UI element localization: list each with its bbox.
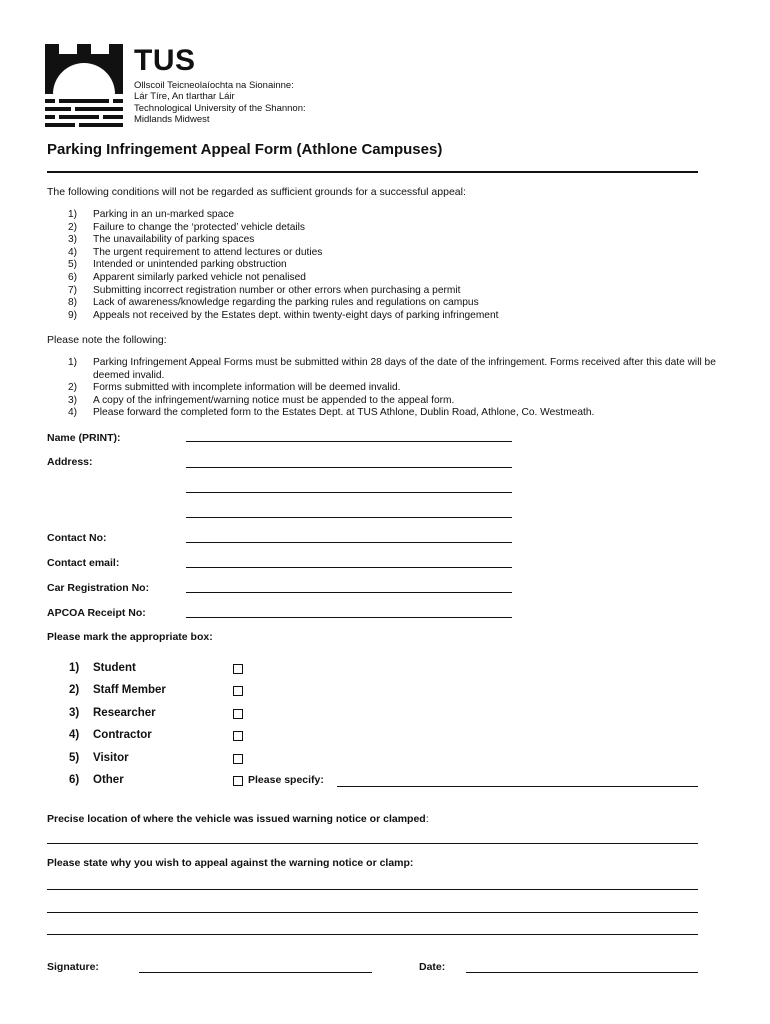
car-registration-field[interactable] xyxy=(186,592,512,593)
option-number: 3) xyxy=(69,707,80,719)
title-divider xyxy=(47,171,698,173)
list-item: 2) Failure to change the ‘protected’ vehicle details xyxy=(68,221,305,233)
list-item: 1) Parking Infringement Appeal Forms must be submitted within 28 days of the date of the infringement. Forms received after this date will be deemed invalid. xyxy=(68,357,716,381)
list-item: 4) Please forward the completed form to the Estates Dept. at TUS Athlone, Dublin Road, Athlone, Co. Westmeath. xyxy=(68,407,595,419)
notes-list xyxy=(68,357,733,420)
checkbox-staff-member[interactable] xyxy=(233,686,243,696)
checkbox-student[interactable] xyxy=(233,664,243,674)
address-label: Address: xyxy=(47,456,93,468)
signature-field[interactable] xyxy=(139,972,372,973)
contact-no-field[interactable] xyxy=(186,542,512,543)
location-field[interactable] xyxy=(47,843,698,844)
apcoa-receipt-field[interactable] xyxy=(186,617,512,618)
checkbox-contractor[interactable] xyxy=(233,731,243,741)
appeal-reason-field-line-2[interactable] xyxy=(47,912,698,913)
list-item: 9) Appeals not received by the Estates dept. within twenty-eight days of parking infringement xyxy=(68,309,499,321)
appeal-reason-field-line-3[interactable] xyxy=(47,934,698,935)
page-title: Parking Infringement Appeal Form (Athlone Campuses) xyxy=(47,141,443,158)
list-item: 1) Parking in an un-marked space xyxy=(68,209,235,220)
checkbox-visitor[interactable] xyxy=(233,754,243,764)
logo-wordmark: TUS xyxy=(134,44,196,77)
option-number: 6) xyxy=(69,774,80,786)
appeal-reason-question: Please state why you wish to appeal against the warning notice or clamp: xyxy=(47,857,414,869)
list-item: 4) The urgent requirement to attend lectures or duties xyxy=(68,246,323,258)
apcoa-receipt-label: APCOA Receipt No: xyxy=(47,607,146,619)
date-field[interactable] xyxy=(466,972,698,973)
contact-email-field[interactable] xyxy=(186,567,512,568)
contact-email-label: Contact email: xyxy=(47,557,120,569)
logo-line-2: Lár Tíre, An tIarthar Láir xyxy=(134,91,235,102)
tus-logo xyxy=(45,44,123,129)
conditions-list xyxy=(68,209,733,322)
option-label-visitor: Visitor xyxy=(93,752,129,764)
list-item: 2) Forms submitted with incomplete information will be deemed invalid. xyxy=(68,382,401,394)
option-label-student: Student xyxy=(93,662,136,674)
option-number: 2) xyxy=(69,684,80,696)
list-item: 7) Submitting incorrect registration number or other errors when purchasing a permit xyxy=(68,284,461,296)
option-label-contractor: Contractor xyxy=(93,729,152,741)
address-field-line-1[interactable] xyxy=(186,467,512,468)
date-label: Date: xyxy=(419,961,446,973)
address-field-line-3[interactable] xyxy=(186,517,512,518)
mark-box-heading: Please mark the appropriate box: xyxy=(47,631,213,643)
option-label-other: Other xyxy=(93,774,124,786)
list-item: 3) The unavailability of parking spaces xyxy=(68,234,255,246)
address-field-line-2[interactable] xyxy=(186,492,512,493)
logo-line-3: Technological University of the Shannon: xyxy=(134,103,306,114)
intro-text: The following conditions will not be regarded as sufficient grounds for a successful appeal: xyxy=(47,186,466,198)
contact-no-label: Contact No: xyxy=(47,532,107,544)
list-item: 6) Apparent similarly parked vehicle not penalised xyxy=(68,271,306,283)
list-item: 5) Intended or unintended parking obstruction xyxy=(68,259,287,271)
option-label-researcher: Researcher xyxy=(93,707,156,719)
checkbox-other[interactable] xyxy=(233,776,243,786)
list-item: 3) A copy of the infringement/warning notice must be appended to the appeal form. xyxy=(68,394,455,406)
note-heading: Please note the following: xyxy=(47,334,167,346)
logo-line-1: Ollscoil Teicneolaíochta na Sionainne: xyxy=(134,80,294,91)
please-specify-label: Please specify: xyxy=(248,774,324,786)
option-number: 1) xyxy=(69,662,80,674)
name-field[interactable] xyxy=(186,441,512,442)
car-registration-label: Car Registration No: xyxy=(47,582,150,594)
option-number: 4) xyxy=(69,729,80,741)
signature-label: Signature: xyxy=(47,961,99,973)
option-number: 5) xyxy=(69,752,80,764)
tus-castle-logo-icon xyxy=(45,44,123,129)
option-label-staff-member: Staff Member xyxy=(93,684,166,696)
name-label: Name (PRINT): xyxy=(47,432,121,444)
location-question: Precise location of where the vehicle was issued warning notice or clamped: xyxy=(47,813,429,825)
list-item: 8) Lack of awareness/knowledge regarding the parking rules and regulations on campus xyxy=(68,297,479,309)
appeal-reason-field-line-1[interactable] xyxy=(47,889,698,890)
checkbox-researcher[interactable] xyxy=(233,709,243,719)
logo-line-4: Midlands Midwest xyxy=(134,114,210,125)
please-specify-field[interactable] xyxy=(337,786,698,787)
